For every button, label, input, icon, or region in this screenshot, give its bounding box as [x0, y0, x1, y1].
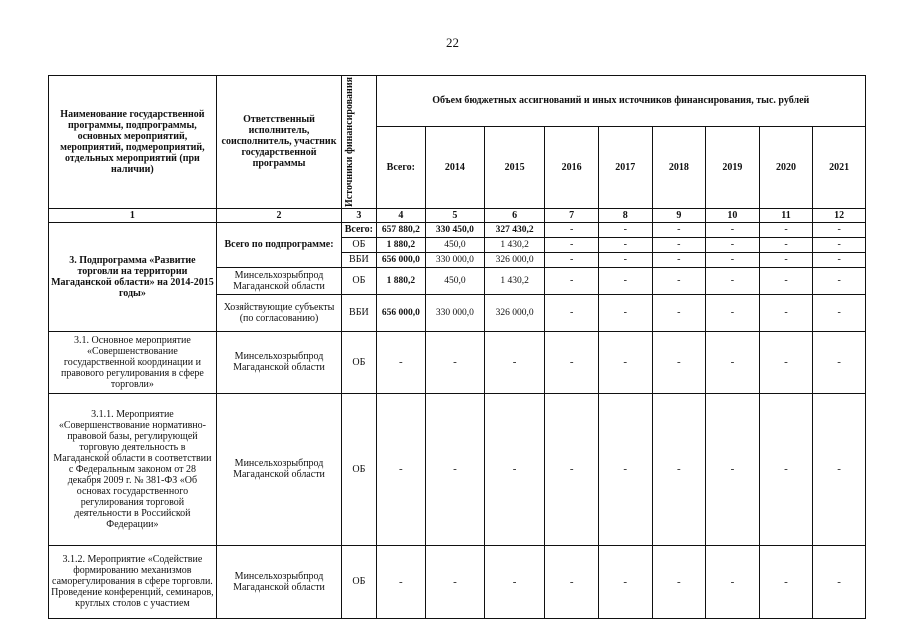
column-number: 4	[376, 208, 426, 222]
value-cell: -	[545, 331, 599, 393]
column-number: 12	[813, 208, 866, 222]
value-cell: -	[484, 331, 545, 393]
value-cell: 330 000,0	[426, 252, 485, 267]
value-cell: -	[813, 545, 866, 618]
value-cell: -	[545, 252, 599, 267]
value-cell: -	[652, 545, 706, 618]
value-cell: -	[545, 267, 599, 294]
value-cell: -	[652, 267, 706, 294]
header-year: 2018	[652, 126, 706, 208]
header-row-1	[49, 76, 866, 127]
executor-cell: Минсельхозрыбпрод Магаданской области	[216, 393, 341, 545]
value-cell: -	[706, 237, 760, 252]
column-number: 2	[216, 208, 341, 222]
header-year: 2021	[813, 126, 866, 208]
source-cell: Всего:	[342, 222, 376, 237]
value-cell: 330 000,0	[426, 294, 485, 331]
value-cell: -	[706, 545, 760, 618]
value-cell: 326 000,0	[484, 294, 545, 331]
value-cell: -	[598, 545, 652, 618]
value-cell: -	[545, 545, 599, 618]
value-cell: -	[598, 294, 652, 331]
subprogram-total-label: Всего по подпрограмме:	[216, 222, 341, 267]
subprogram-total-row	[49, 222, 866, 237]
value-cell: -	[652, 393, 706, 545]
value-cell: -	[652, 252, 706, 267]
value-cell: -	[759, 267, 813, 294]
value-cell: -	[706, 331, 760, 393]
value-cell: 1 880,2	[376, 237, 426, 252]
header-year: 2020	[759, 126, 813, 208]
value-cell: -	[813, 237, 866, 252]
value-cell: -	[813, 267, 866, 294]
page-number: 22	[446, 35, 459, 50]
value-cell: -	[813, 393, 866, 545]
source-cell: ВБИ	[342, 252, 376, 267]
value-cell: -	[813, 294, 866, 331]
activity-name: 3.1.1. Мероприятие «Совершенствование нормативно-правовой базы, регулирующей торговую деятельность в Магаданской области в соответствии с Федеральным законом от 28 декабря 2009 г. № 381-ФЗ «Об основах государственного регулирования торговой деятельности в Российской Федерации»	[49, 393, 217, 545]
value-cell: -	[759, 545, 813, 618]
column-number: 1	[49, 208, 217, 222]
value-cell: -	[652, 331, 706, 393]
activity-row	[49, 331, 866, 393]
value-cell: -	[652, 294, 706, 331]
executor-cell: Минсельхозрыбпрод Магаданской области	[216, 267, 341, 294]
activity-name: 3.1.2. Мероприятие «Содействие формированию механизмов саморегулирования в сфере торговли. Проведение конференций, семинаров, круглых столов с участием	[49, 545, 217, 618]
value-cell: -	[706, 294, 760, 331]
column-number: 9	[652, 208, 706, 222]
value-cell: 656 000,0	[376, 294, 426, 331]
source-cell: ОБ	[342, 393, 376, 545]
header-year: Всего:	[376, 126, 426, 208]
value-cell: 1 880,2	[376, 267, 426, 294]
header-volume: Объем бюджетных ассигнований и иных источников финансирования, тыс. рублей	[376, 76, 865, 127]
value-cell: -	[376, 393, 426, 545]
value-cell: -	[759, 222, 813, 237]
column-number: 10	[706, 208, 760, 222]
value-cell: 450,0	[426, 267, 485, 294]
value-cell: 327 430,2	[484, 222, 545, 237]
column-number: 7	[545, 208, 599, 222]
value-cell: -	[376, 545, 426, 618]
column-number: 5	[426, 208, 485, 222]
value-cell: -	[426, 331, 485, 393]
value-cell: -	[813, 222, 866, 237]
value-cell: -	[545, 237, 599, 252]
value-cell: -	[484, 393, 545, 545]
activity-row	[49, 393, 866, 545]
value-cell: 1 430,2	[484, 237, 545, 252]
value-cell: -	[598, 252, 652, 267]
value-cell: -	[759, 331, 813, 393]
value-cell: -	[706, 252, 760, 267]
source-cell: ВБИ	[342, 294, 376, 331]
header-sources: Источники финансирования	[342, 76, 376, 209]
value-cell: 450,0	[426, 237, 485, 252]
subprogram-name: 3. Подпрограмма «Развитие торговли на территории Магаданской области» на 2014-2015 годы»	[49, 222, 217, 331]
header-year: 2019	[706, 126, 760, 208]
value-cell: 657 880,2	[376, 222, 426, 237]
value-cell: -	[598, 393, 652, 545]
value-cell: -	[759, 294, 813, 331]
value-cell: -	[598, 222, 652, 237]
executor-cell: Хозяйствующие субъекты (по согласованию)	[216, 294, 341, 331]
source-cell: ОБ	[342, 237, 376, 252]
value-cell: -	[545, 393, 599, 545]
source-cell: ОБ	[342, 545, 376, 618]
value-cell: -	[813, 252, 866, 267]
executor-cell: Минсельхозрыбпрод Магаданской области	[216, 545, 341, 618]
budget-table	[48, 75, 866, 619]
column-number: 11	[759, 208, 813, 222]
header-year: 2015	[484, 126, 545, 208]
header-responsible: Ответственный исполнитель, соисполнитель, участник государственной программы	[216, 76, 341, 209]
column-number: 3	[342, 208, 376, 222]
header-year: 2014	[426, 126, 485, 208]
value-cell: -	[652, 237, 706, 252]
value-cell: -	[545, 294, 599, 331]
value-cell: 1 430,2	[484, 267, 545, 294]
value-cell: -	[813, 331, 866, 393]
source-cell: ОБ	[342, 331, 376, 393]
value-cell: -	[598, 267, 652, 294]
value-cell: -	[484, 545, 545, 618]
header-name: Наименование государственной программы, подпрограммы, основных мероприятий, мероприятий, подмероприятий, отдельных мероприятий (при наличии)	[49, 76, 217, 209]
column-number: 8	[598, 208, 652, 222]
value-cell: 326 000,0	[484, 252, 545, 267]
header-year: 2017	[598, 126, 652, 208]
value-cell: -	[706, 222, 760, 237]
value-cell: -	[426, 393, 485, 545]
value-cell: -	[598, 237, 652, 252]
value-cell: -	[426, 545, 485, 618]
value-cell: -	[759, 252, 813, 267]
activity-row	[49, 545, 866, 618]
column-number-row	[49, 208, 866, 222]
value-cell: -	[652, 222, 706, 237]
value-cell: -	[545, 222, 599, 237]
header-year: 2016	[545, 126, 599, 208]
activity-name: 3.1. Основное мероприятие «Совершенствование государственной координации и правового регулирования в сфере торговли»	[49, 331, 217, 393]
value-cell: -	[706, 267, 760, 294]
column-number: 6	[484, 208, 545, 222]
value-cell: 330 450,0	[426, 222, 485, 237]
executor-cell: Минсельхозрыбпрод Магаданской области	[216, 331, 341, 393]
value-cell: 656 000,0	[376, 252, 426, 267]
source-cell: ОБ	[342, 267, 376, 294]
value-cell: -	[759, 393, 813, 545]
value-cell: -	[759, 237, 813, 252]
value-cell: -	[376, 331, 426, 393]
value-cell: -	[598, 331, 652, 393]
value-cell: -	[706, 393, 760, 545]
